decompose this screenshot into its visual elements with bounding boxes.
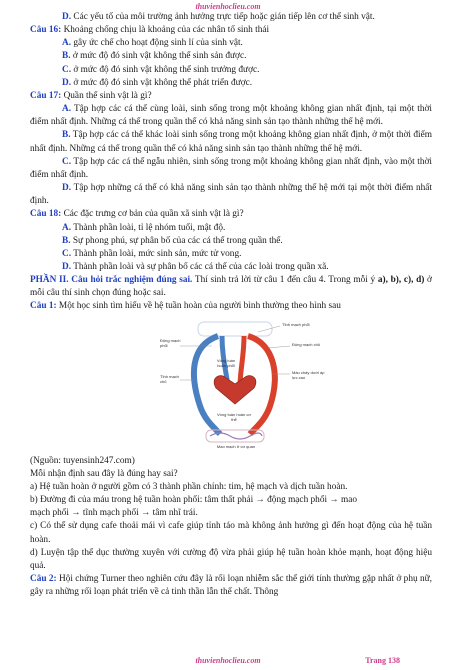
page-number: Trang 138	[365, 656, 400, 665]
q17-option-a: A. Tập hợp các cá thể cùng loài, sinh sống trong một khoảng không gian nhất định, tại một thời điểm nhất định. Những cá thể trong quần thể có khả năng sinh sản tạo thành những thế hệ mới.	[30, 104, 432, 128]
lung-capillaries	[198, 322, 272, 336]
label-organ-capillaries: Mao mạch ở cơ quan	[216, 443, 256, 449]
statement-intro: Mỗi nhận định sau đây là đúng hay sai?	[30, 468, 178, 479]
figure-source: (Nguồn: tuyensinh247.com)	[30, 455, 135, 466]
label-systemic-circuit: Vòng tuần hoàn cơ thể	[217, 411, 251, 422]
part2-question-1: Câu 1: Một học sinh tìm hiểu về hệ tuần hoàn của người bình thường theo hình sau	[30, 301, 341, 312]
q17-option-d: D. Tập hợp những cá thể có khả năng sinh sản tạo thành những thế hệ mới tại một thời điểm nhất định.	[30, 183, 432, 207]
q16-option-c: C. ở mức độ đó sinh vật không thể sinh trưởng được.	[62, 64, 260, 75]
content-body	[30, 11, 432, 599]
q18-option-b: B. Sự phong phú, sự phân bố của các cá thể trong quần thể.	[62, 235, 283, 246]
q16-option-a: A. gây ức chế cho hoạt động sinh lí của sinh vật.	[62, 38, 243, 49]
label-aorta: Động mạch chủ	[292, 341, 321, 347]
page-footer	[0, 656, 456, 668]
site-header: thuvienhoclieu.com	[195, 2, 261, 11]
label-high-pressure: Máu chảy dưới áp lực cao	[292, 369, 325, 380]
part-2-heading: PHẦN II. Câu hỏi trắc nghiệm đúng sai. Thí sinh trả lời từ câu 1 đến câu 4. Trong mỗi ý a), b), c), d) ở mỗi câu thí sinh chọn đúng hoặc sai.	[30, 275, 432, 299]
q16-option-d: D. ở mức độ đó sinh vật không thể phát triển được.	[62, 77, 253, 88]
label-pulmonary-artery: Động mạch phổi	[160, 337, 181, 348]
statement-c: c) Có thể sử dụng cafe thoải mái vì cafe giúp tỉnh táo mà không ảnh hưởng gì đến hoạt động của hệ tuần hoàn.	[30, 521, 432, 545]
statement-b-line2: mạch phổi → tĩnh mạch phổi → tâm nhĩ trái.	[30, 508, 198, 519]
circulatory-system-figure	[140, 316, 330, 453]
q18-option-d: D. Thành phần loài và sự phân bố các cá thể của các loài trong quần xã.	[62, 261, 329, 272]
part2-question-2: Câu 2: Hội chứng Turner theo nghiên cứu đây là rối loạn nhiễm sắc thể giới tính thường gặp nhất ở phụ nữ, gây ra những rối loạn phát triển về cả tinh thần lẫn thể chất. Thông	[30, 574, 432, 598]
q16-option-b: B. ở mức độ đó sinh vật không thể sinh sản được.	[62, 51, 247, 62]
statement-b-line1: b) Đường đi của máu trong hệ tuần hoàn phổi: tâm thất phải → động mạch phổi → mao	[30, 495, 358, 506]
statement-d: d) Luyện tập thể dục thường xuyên với cường độ vừa phải giúp hệ tuần hoàn khỏe mạnh, hoạt động hiệu quả.	[30, 547, 432, 571]
q18-option-a: A. Thành phần loài, tỉ lệ nhóm tuổi, mật độ.	[62, 222, 226, 233]
q17-option-b: B. Tập hợp các cá thể khác loài sinh sống trong một khoảng không gian nhất định, ở một thời điểm nhất định. Những cá thể trong quần thể có khả năng sinh sản tạo thành những thế hệ mới.	[30, 130, 432, 154]
label-pulmonary-circuit: Vòng tuần hoàn phổi	[216, 357, 236, 368]
question-18: Câu 18: Các đặc trưng cơ bản của quần xã sinh vật là gì?	[30, 209, 244, 220]
q18-option-c: C. Thành phần loài, mức sinh sản, mức tử vong.	[62, 248, 242, 259]
circulatory-diagram	[140, 316, 330, 453]
heart-icon	[214, 375, 256, 403]
question-16: Câu 16: Khoảng chống chịu là khoảng của các nhân tố sinh thái	[30, 25, 270, 36]
statement-a: a) Hệ tuần hoàn ở người gồm có 3 thành phần chính: tim, hệ mạch và dịch tuần hoàn.	[30, 481, 348, 492]
footer-site: thuvienhoclieu.com	[195, 656, 261, 665]
option-d: D. Các yếu tố của môi trường ảnh hưởng trực tiếp hoặc gián tiếp lên cơ thể sinh vật.	[62, 12, 375, 22]
q17-option-c: C. Tập hợp các cá thể ngẫu nhiên, sinh sống trong một khoảng không gian nhất định, vào một thời điểm nhất định.	[30, 156, 432, 180]
label-pulmonary-vein: Tĩnh mạch phổi	[282, 321, 310, 327]
question-17: Câu 17: Quần thể sinh vật là gì?	[30, 90, 152, 101]
label-vena-cava: Tĩnh mạch chủ	[160, 373, 179, 384]
